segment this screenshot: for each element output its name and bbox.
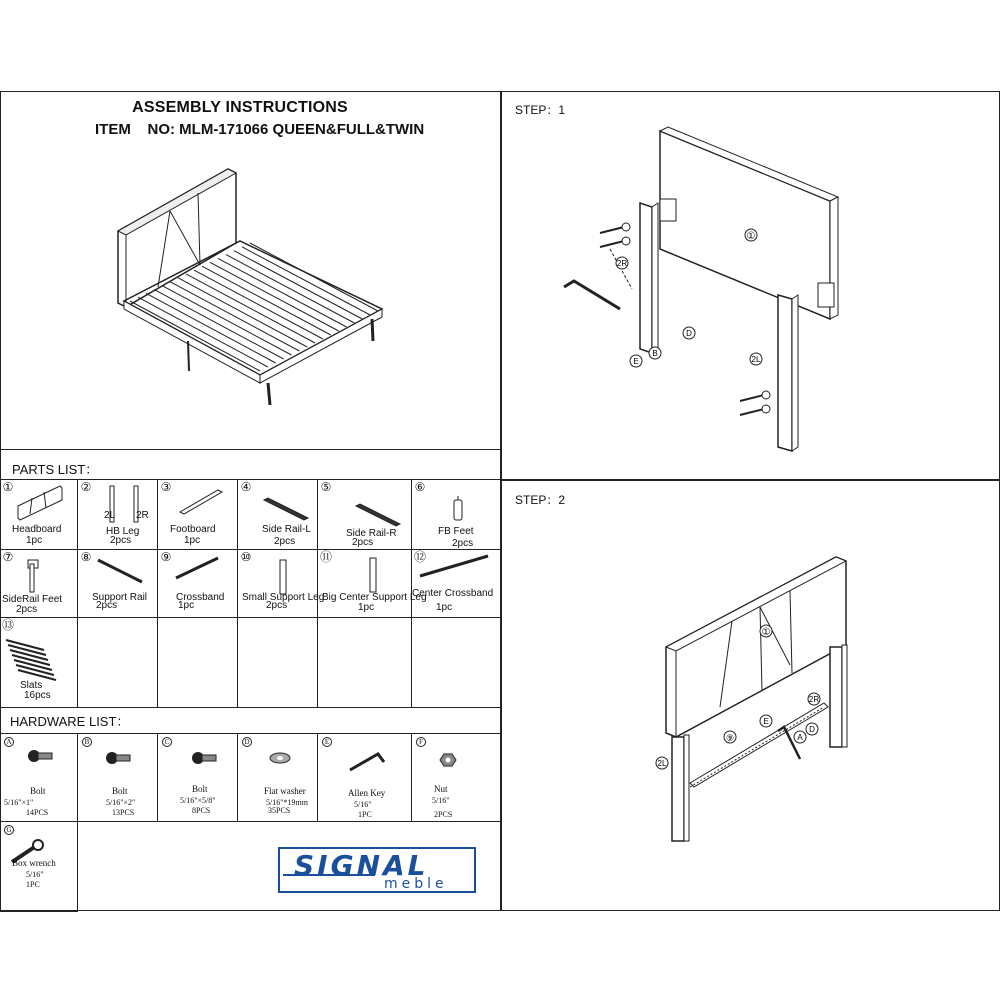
- step1-leg-left-callout: 2L: [751, 355, 761, 364]
- foot-icon: [448, 496, 468, 529]
- hardware-qty: 2PCS: [434, 810, 453, 819]
- part-name: Headboard: [12, 524, 62, 535]
- part-qty: 2pcs: [452, 538, 474, 549]
- hardware-item: [158, 734, 238, 822]
- hardware-spec: 5/16": [26, 870, 44, 879]
- parts-cell: [238, 618, 318, 708]
- washer-icon: [268, 750, 292, 771]
- part-item: [158, 480, 238, 550]
- part-qty: 1pc: [26, 535, 43, 546]
- part-item: [318, 480, 412, 550]
- hardware-qty: 13PCS: [112, 808, 135, 817]
- step1-key-e-callout: E: [633, 357, 639, 366]
- step1-washer-d-callout: D: [686, 329, 692, 338]
- part-name: Small Support Leg: [242, 592, 325, 603]
- part-qty: 2pcs: [16, 604, 38, 615]
- hardware-item: [0, 822, 78, 910]
- parts-grid: [0, 479, 502, 708]
- step2-crossband-callout: ⑨: [725, 733, 735, 743]
- step1-diagram: [560, 131, 850, 411]
- part-qty: 2pcs: [96, 600, 118, 611]
- bolt-icon: [26, 748, 54, 769]
- step2-washer-d-callout: D: [809, 725, 815, 734]
- bolt-icon: [190, 750, 218, 771]
- part-name: Crossband: [176, 592, 225, 603]
- hardware-spec: 5/16"×1": [4, 798, 34, 807]
- part-qty: 2pcs: [266, 600, 288, 611]
- support-rail-icon: [96, 558, 144, 591]
- part-number: ①: [2, 480, 14, 494]
- part-qty: 1pc: [436, 602, 453, 613]
- bolt-icon: [104, 750, 134, 771]
- part-number: ⑤: [320, 480, 332, 494]
- part-qty: 1pc: [358, 602, 375, 613]
- hardware-letter: G: [4, 825, 14, 835]
- part-name: Side Rail-L: [262, 524, 311, 535]
- part-qty: 2pcs: [110, 535, 132, 546]
- hardware-name: Bolt: [112, 786, 128, 796]
- nut-icon: [438, 752, 458, 773]
- part-number: ⑦: [2, 550, 14, 564]
- part-name: Side Rail-R: [346, 528, 397, 539]
- part-qty: 2pcs: [352, 537, 374, 548]
- hardware-letter: D: [242, 737, 252, 747]
- hardware-spec: 5/16": [354, 800, 372, 809]
- hardware-letter: C: [162, 737, 172, 747]
- footboard-icon: [178, 488, 226, 523]
- step1-label: STEP：1: [515, 103, 566, 117]
- logo-sub: meble: [384, 876, 448, 892]
- step2-headboard-callout: ①: [761, 627, 771, 638]
- part-item: [0, 480, 78, 550]
- signal-logo: [278, 847, 476, 893]
- bed-overview-illustration: [110, 161, 390, 421]
- parts-list-label: PARTS LIST：: [12, 462, 99, 477]
- hardware-letter: B: [82, 737, 92, 747]
- hardware-letter: F: [416, 737, 426, 747]
- step1-leg-right-callout: 2R: [616, 259, 628, 268]
- hardware-item: [0, 734, 78, 822]
- part-number: ⑧: [80, 550, 92, 564]
- part-item: [0, 618, 78, 708]
- part-item: [412, 550, 502, 618]
- part-name: Support Rail: [92, 592, 148, 603]
- hardware-spec: 5/16": [432, 796, 450, 805]
- hardware-name: Nut: [434, 784, 448, 794]
- part-name: Big Center Support Leg: [322, 592, 427, 603]
- crossband-icon: [174, 556, 222, 589]
- part-number: ⑥: [414, 480, 426, 494]
- part-item: [78, 480, 158, 550]
- part-qty: 2pcs: [274, 536, 296, 547]
- box-wrench-icon: [8, 840, 44, 873]
- step1-headboard-callout: ①: [746, 231, 756, 242]
- part-number: ②: [80, 480, 92, 494]
- hardware-list-label: HARDWARE LIST：: [10, 714, 130, 729]
- parts-cell: [158, 618, 238, 708]
- part-item: [238, 480, 318, 550]
- hardware-qty: 14PCS: [26, 808, 49, 817]
- hardware-qty: 8PCS: [192, 806, 211, 815]
- part-item: [158, 550, 238, 618]
- hardware-letter: E: [322, 737, 332, 747]
- center-crossband-icon: [418, 554, 490, 585]
- part-number: ⑫: [414, 550, 427, 564]
- part-qty: 16pcs: [24, 690, 51, 701]
- hardware-item: [412, 734, 502, 822]
- item-number: ITEM NO: MLM-171066 QUEEN&FULL&TWIN: [95, 121, 425, 138]
- part-name: Footboard: [170, 524, 216, 535]
- step2-key-e-callout: E: [763, 717, 769, 726]
- part-number: ⑪: [320, 550, 333, 564]
- parts-cell: [318, 618, 412, 708]
- hardware-item: [318, 734, 412, 822]
- parts-cell: [412, 618, 502, 708]
- hardware-name: Allen Key: [348, 788, 386, 798]
- part-item: [0, 550, 78, 618]
- allen-key-icon: [348, 750, 388, 779]
- hardware-spec: 5/16"×2": [106, 798, 136, 807]
- part-name: FB Feet: [438, 526, 474, 537]
- hardware-item: [238, 734, 318, 822]
- step2-diagram: [657, 551, 860, 841]
- hardware-item: [78, 734, 158, 822]
- part-name: Slats: [20, 680, 43, 691]
- document-title: ASSEMBLY INSTRUCTIONS: [132, 99, 348, 116]
- part-item: [78, 550, 158, 618]
- step2-leg-right-callout: 2R: [808, 695, 820, 704]
- step1-bolt-b-callout: B: [652, 349, 658, 358]
- part-qty: 1pc: [178, 600, 195, 611]
- parts-cell: [78, 618, 158, 708]
- part-number: ④: [240, 480, 252, 494]
- hardware-spec: 5/16"×5/8": [180, 796, 216, 805]
- hardware-qty: 1PC: [26, 880, 40, 889]
- headboard-icon: [16, 484, 64, 529]
- part-name: Center Crossband: [412, 588, 494, 599]
- part-name: HB Leg: [106, 526, 140, 537]
- part-qty: 1pc: [184, 535, 201, 546]
- hb-leg-icon: [104, 484, 144, 529]
- hardware-name: Box wrench: [12, 858, 56, 868]
- part-number: ⑬: [2, 618, 15, 632]
- part-number: ⑨: [160, 550, 172, 564]
- step2-label: STEP：2: [515, 493, 566, 507]
- hardware-letter: A: [4, 737, 14, 747]
- hardware-name: Bolt: [192, 784, 208, 794]
- logo-brand: SIGNAL: [294, 849, 429, 882]
- hb-leg-right-tag: 2R: [136, 510, 149, 521]
- step2-leg-left-callout: 2L: [657, 759, 667, 768]
- part-number: ⑩: [240, 550, 252, 564]
- hb-leg-left-tag: 2L: [104, 510, 116, 521]
- part-item: [412, 480, 502, 550]
- hardware-spec: 5/16"*19mm: [266, 798, 308, 807]
- part-item: [238, 550, 325, 618]
- hardware-qty: 35PCS: [268, 806, 291, 815]
- part-number: ③: [160, 480, 172, 494]
- hardware-name: Flat washer: [264, 786, 306, 796]
- step2-bolt-a-callout: A: [797, 733, 803, 742]
- hardware-qty: 1PC: [358, 810, 372, 819]
- instruction-sheet: [0, 91, 1000, 911]
- part-name: SideRail Feet: [2, 594, 63, 605]
- hardware-name: Bolt: [30, 786, 46, 796]
